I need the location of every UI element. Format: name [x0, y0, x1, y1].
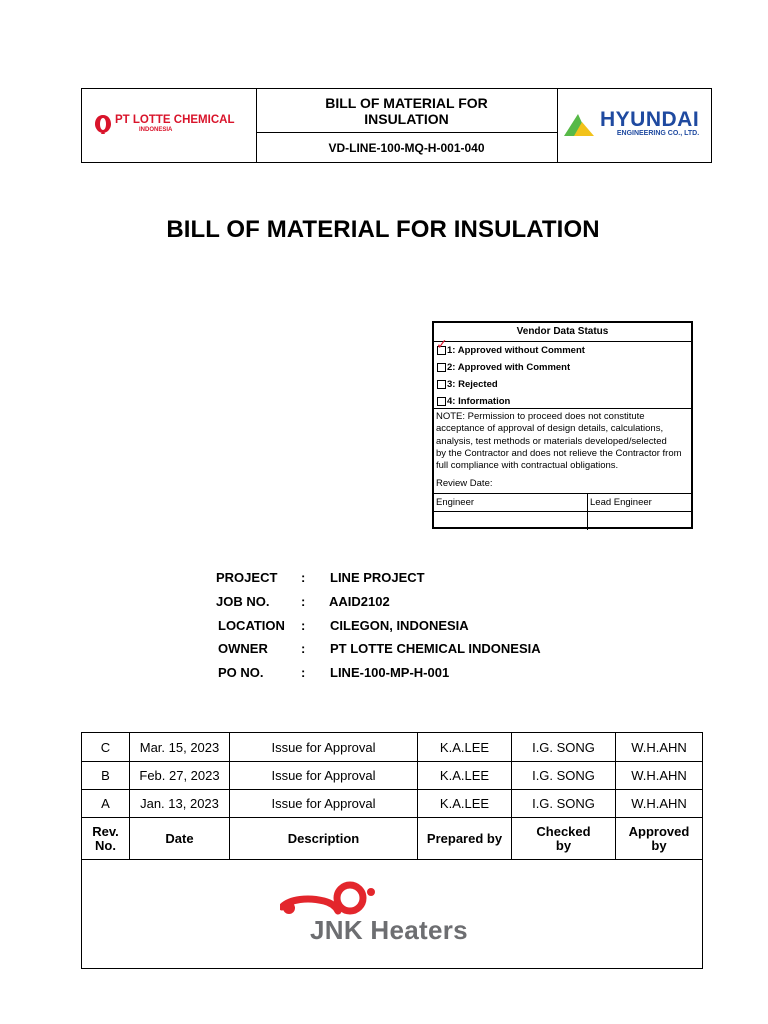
hyundai-logo-brand: HYUNDAI [600, 108, 700, 131]
checkmark-icon: ✓ [436, 336, 448, 352]
project-value: LINE PROJECT [330, 570, 425, 585]
approved-by-cell: W.H.AHN [631, 739, 687, 755]
header-text: by [555, 837, 572, 853]
document-number: VD-LINE-100-MQ-H-001-040 [328, 141, 485, 155]
hyundai-logo [564, 110, 699, 138]
project-label: PROJECT [216, 570, 278, 585]
lotte-chemical-logo [94, 114, 234, 134]
contractor-logo-cell [558, 89, 712, 162]
owner-value: PT LOTTE CHEMICAL INDONESIA [330, 641, 541, 656]
header-approved-by [616, 818, 702, 859]
engineer-label: Engineer [436, 497, 475, 508]
vendor-status-title: Vendor Data Status [434, 323, 691, 342]
status-option-label: 1: Approved without Comment [447, 345, 585, 356]
header-checked-by [512, 818, 616, 859]
note-line: analysis, test methods or materials developed/selected [436, 435, 667, 447]
checkbox-icon[interactable] [437, 380, 446, 389]
status-option-label: 2: Approved with Comment [447, 362, 571, 373]
date-cell: Feb. 27, 2023 [130, 762, 230, 789]
approved-by-cell: W.H.AHN [631, 796, 687, 811]
checkbox-icon[interactable] [436, 336, 448, 355]
review-date-label: Review Date: [436, 478, 493, 489]
owner-label: OWNER [218, 641, 268, 656]
job-no-sep: : [301, 594, 306, 609]
lead-engineer-label: Lead Engineer [590, 497, 652, 508]
status-option-rejected[interactable] [437, 379, 498, 390]
vendor-status-note [436, 411, 692, 472]
description-cell: Issue for Approval [230, 762, 418, 789]
note-line: acceptance of approval of design details, calculations, [436, 423, 664, 435]
status-option-label: 4: Information [447, 396, 511, 407]
job-no-value: AAID2102 [329, 594, 390, 609]
approved-by-cell: W.H.AHN [631, 768, 687, 783]
page-title: BILL OF MATERIAL FOR INSULATION [166, 216, 600, 243]
header-date: Date [130, 818, 230, 859]
signature-row-divider [434, 511, 691, 512]
header-text: Checked [536, 823, 591, 839]
hyundai-triangle-icon [564, 112, 598, 138]
header-text: Rev. [92, 823, 119, 839]
rev-no-cell: C [82, 733, 130, 761]
rev-no-cell: A [82, 790, 130, 817]
vendor-status-options [434, 336, 691, 409]
header-text: by [651, 837, 667, 853]
lotte-logo-name: PT LOTTE CHEMICAL [115, 114, 235, 126]
owner-sep: : [301, 641, 306, 656]
date-cell: Mar. 15, 2023 [130, 733, 230, 761]
header-text: Approved [628, 823, 690, 839]
job-no-label: JOB NO. [216, 594, 270, 609]
status-option-approved-without-comment[interactable] [436, 336, 585, 356]
prepared-by-cell: K.A.LEE [418, 762, 512, 789]
po-no-label: PO NO. [218, 665, 264, 680]
note-line: NOTE: Permission to proceed does not constitute [436, 411, 645, 422]
checked-by-cell: I.G. SONG [512, 733, 616, 761]
note-line: by the Contractor and does not relieve the Contractor from [436, 447, 682, 459]
jnk-heaters-logo [280, 881, 515, 951]
hyundai-logo-sub: ENGINEERING CO., LTD. [616, 130, 700, 137]
status-option-information[interactable] [437, 396, 510, 407]
checkbox-icon[interactable] [437, 363, 446, 372]
table-row [82, 762, 702, 790]
po-no-sep: : [301, 665, 306, 680]
description-cell: Issue for Approval [230, 733, 418, 761]
header-description: Description [230, 818, 418, 859]
checked-by-cell: I.G. SONG [512, 790, 616, 817]
prepared-by-cell: K.A.LEE [418, 790, 512, 817]
header-text: No. [95, 837, 116, 853]
table-row [82, 790, 702, 818]
lotte-logo-sub: INDONESIA [139, 127, 173, 133]
header-title: BILL OF MATERIAL FOR INSULATION [256, 89, 557, 133]
document-header [81, 88, 712, 163]
header-prepared-by: Prepared by [418, 818, 512, 859]
checkbox-icon[interactable] [437, 397, 446, 406]
client-logo-cell [82, 89, 257, 162]
checked-by-cell: I.G. SONG [512, 762, 616, 789]
lotte-emblem-icon [94, 114, 112, 134]
status-option-approved-with-comment[interactable] [437, 362, 570, 373]
date-cell: Jan. 13, 2023 [130, 790, 230, 817]
note-line: full compliance with contractual obligations. [436, 460, 619, 472]
location-value: CILEGON, INDONESIA [330, 618, 469, 633]
status-option-label: 3: Rejected [447, 379, 498, 390]
table-row [82, 733, 702, 762]
rev-no-cell: B [82, 762, 130, 789]
po-no-value: LINE-100-MP-H-001 [330, 665, 450, 680]
header-rev-no [82, 818, 130, 859]
revision-table [81, 732, 703, 969]
location-sep: : [301, 618, 306, 633]
prepared-by-cell: K.A.LEE [418, 733, 512, 761]
location-label: LOCATION [218, 618, 285, 633]
jnk-logo-text: JNK Heaters [310, 915, 468, 945]
vendor-data-status-box [432, 321, 693, 529]
lead-engineer-cell [588, 494, 691, 530]
header-title-cell [256, 89, 558, 162]
table-header-row [82, 818, 702, 860]
description-cell: Issue for Approval [230, 790, 418, 817]
project-sep: : [301, 570, 306, 585]
engineer-cell [434, 494, 588, 530]
signature-grid [434, 493, 691, 530]
